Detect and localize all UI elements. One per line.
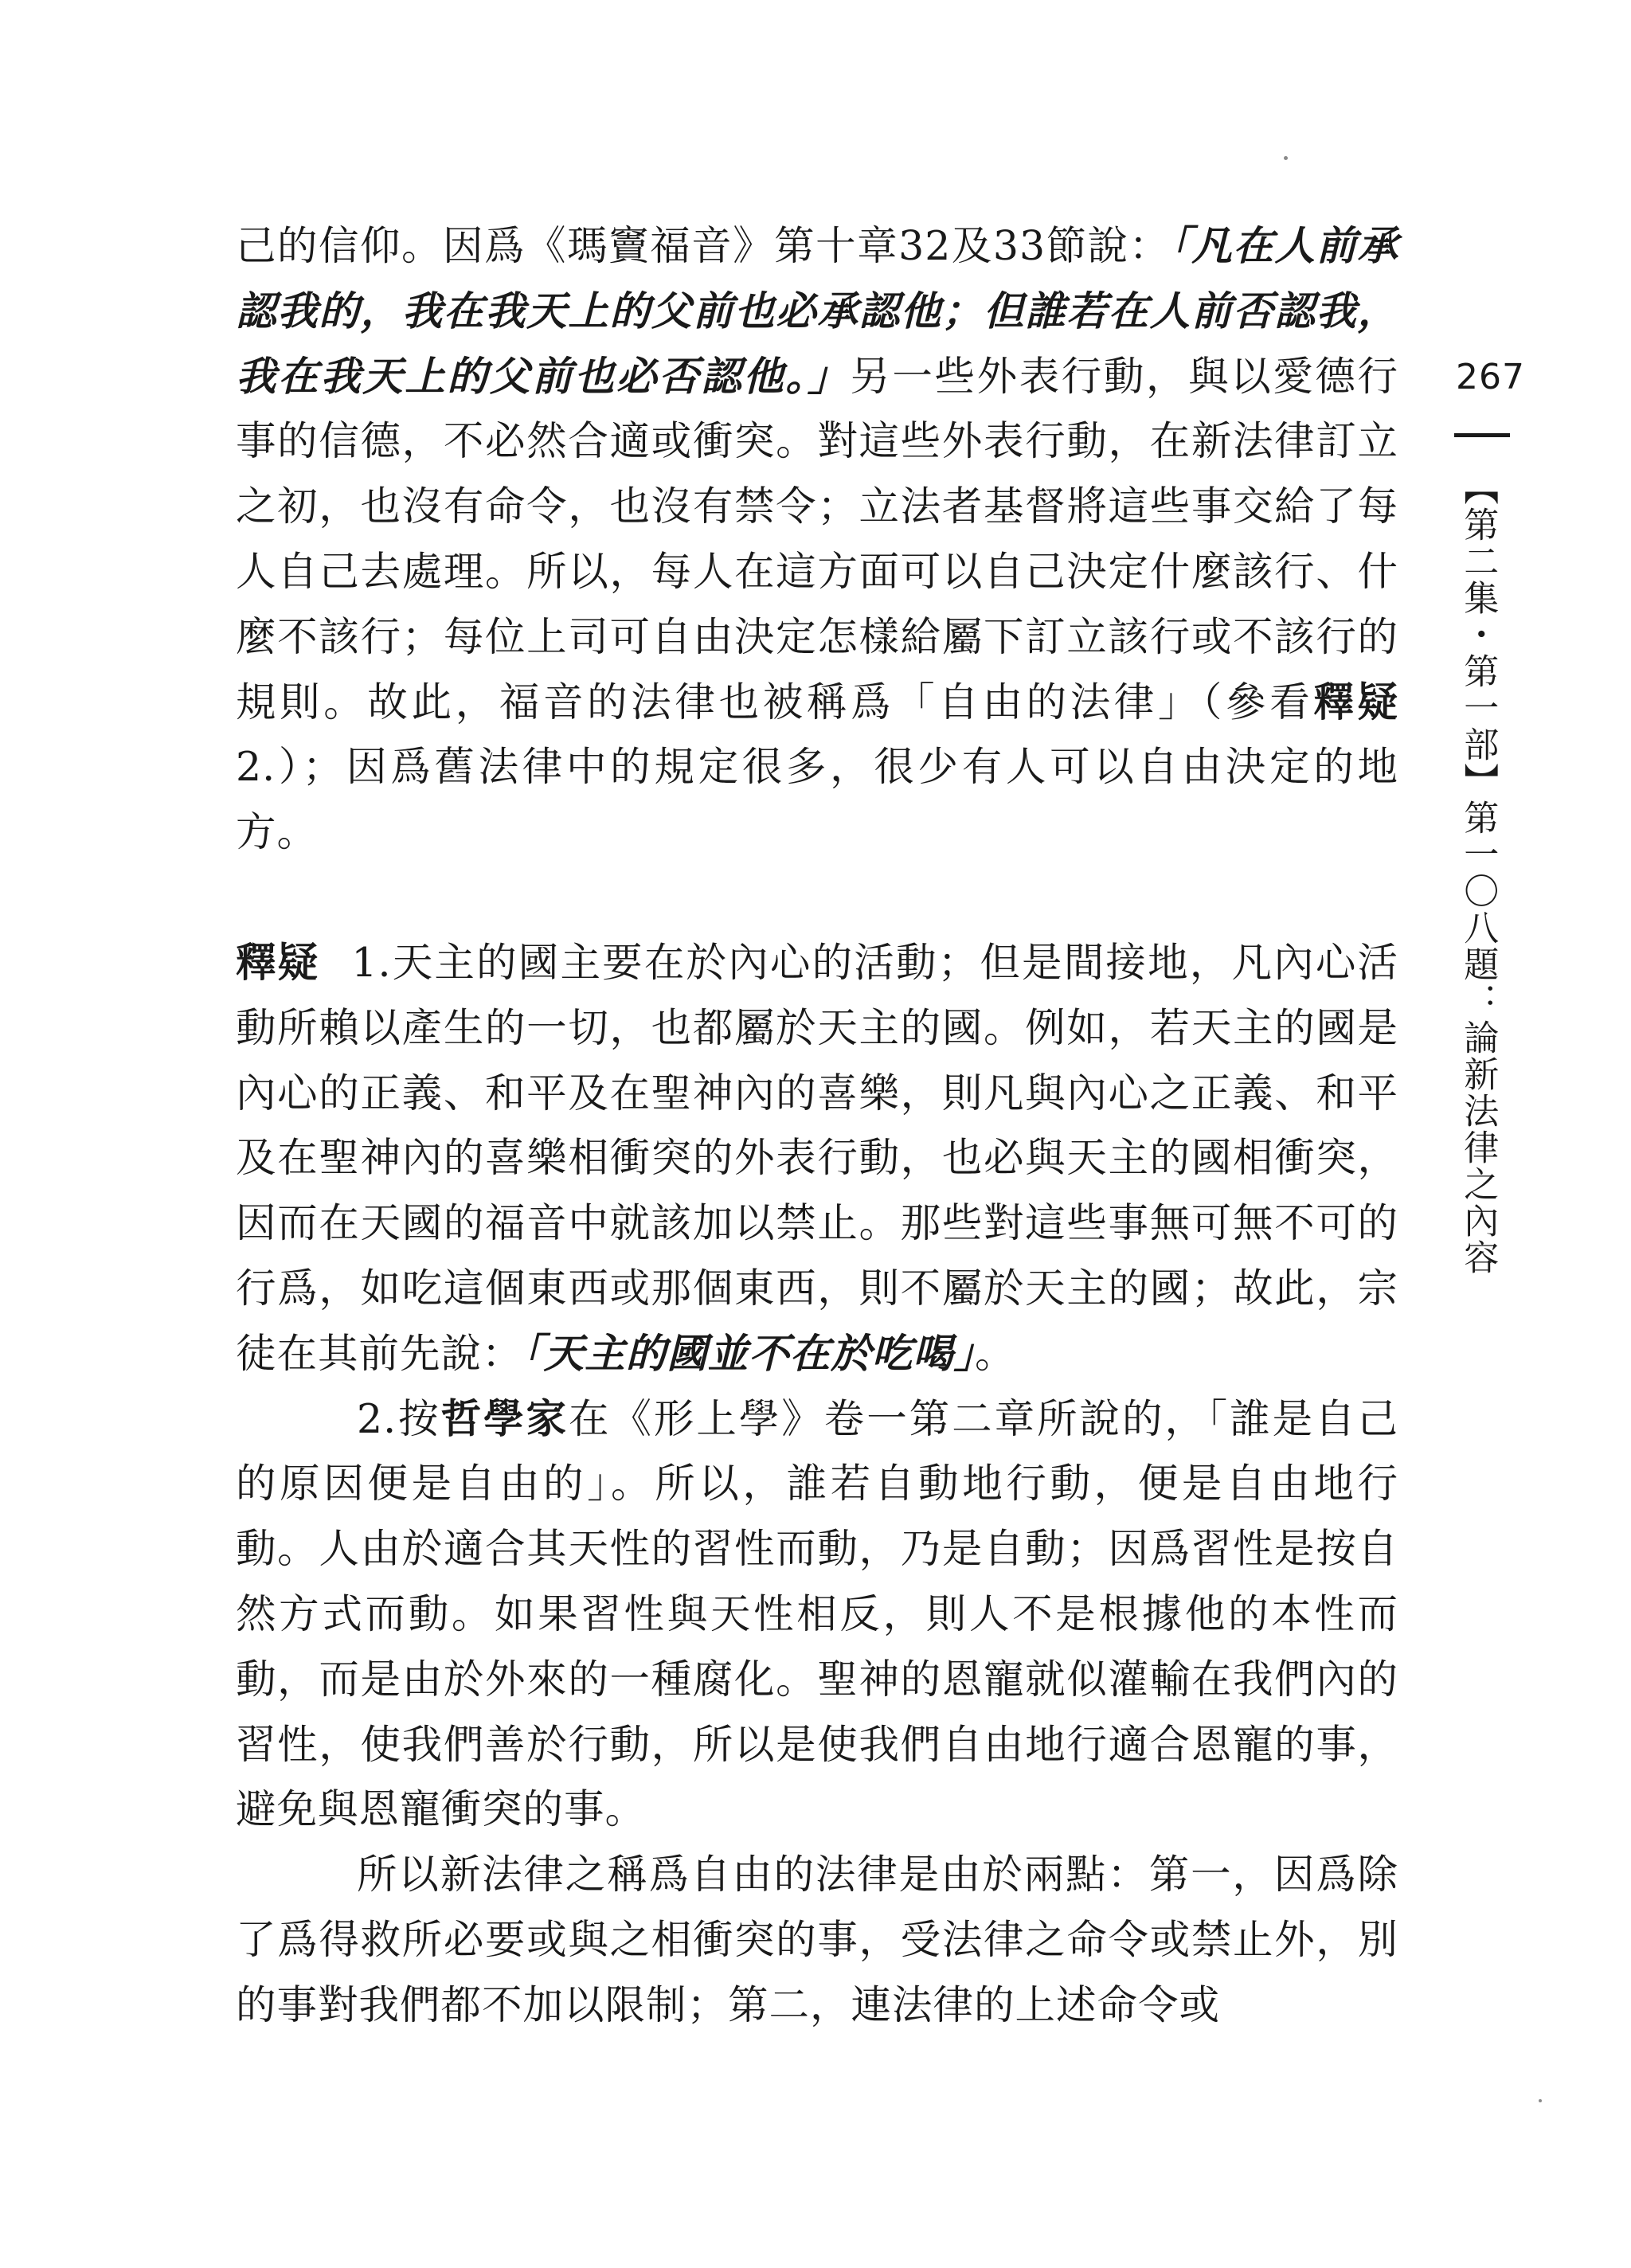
reply-objection-2 xyxy=(236,1386,1398,1843)
header-rule xyxy=(1454,433,1510,437)
speck xyxy=(1539,2099,1542,2102)
scripture-quote: 「凡在人前承認我的，我在我天上的父前也必承認他；但誰若在人前否認我，我在我天上的父前也必否認他。」 xyxy=(236,222,1398,400)
cross-reference: 釋疑 xyxy=(1313,678,1399,725)
page-number: 267 xyxy=(1456,357,1525,397)
paragraph-text: 2.按 xyxy=(357,1394,441,1442)
body-text xyxy=(236,213,1398,2038)
paragraph-text: 在《形上學》卷一第二章所說的，「誰是自己的原因便是自由的」。所以，誰若自動地行動，便是自由地行動。人由於適合其天性的習性而動，乃是自動；因爲習性是按自然方式而動。如果習性與天性相反，則人不是根據他的本性而動，而是由於外來的一種腐化。聖神的恩寵就似灌輸在我們內的習性，使我們善於行動，所以是使我們自由地行適合恩寵的事，避免與恩寵衝突的事。 xyxy=(236,1394,1399,1833)
scripture-quote: 「天主的國並不在於吃喝」 xyxy=(522,1329,975,1377)
paragraph-text: 另一些外表行動，與以愛德行事的信德，不必然合適或衝突。對這些外表行動，在新法律訂立之初，也沒有命令，也沒有禁令；立法者基督將這些事交給了每人自己去處理。所以，每人在這方面可以自己決定什麼該行、什麼不該行；每位上司可自由決定怎樣給屬下訂立該行或不該行的規則。故此，福音的法律也被稱爲「自由的法律」（參看 xyxy=(236,352,1399,725)
paragraph-text: 己的信仰。因爲《瑪竇福音》第十章32及33節說： xyxy=(236,222,1171,269)
paragraph-text: 1.天主的國主要在於內心的活動；但是間接地，凡內心活動所賴以產生的一切，也都屬於天主的國。例如，若天主的國是內心的正義、和平及在聖神內的喜樂，則凡與內心之正義、和平及在聖神內的喜樂相衝突的外表行動，也必與天主的國相衝突，因而在天國的福音中就該加以禁止。那些對這些事無可無不可的行爲，如吃這個東西或那個東西，則不屬於天主的國；故此，宗徒在其前先說： xyxy=(236,938,1398,1377)
reply-objection-1 xyxy=(236,930,1398,1386)
reply-label: 釋疑 xyxy=(236,938,320,986)
paragraph-text: 所以新法律之稱爲自由的法律是由於兩點：第一，因爲除了爲得救所必要或與之相衝突的事，受法律之命令或禁止外，別的事對我們都不加以限制；第二，連法律的上述命令或 xyxy=(236,1851,1398,2028)
paragraph-text: 2.）；因爲舊法律中的規定很多，很少有人可以自由決定的地方。 xyxy=(236,743,1398,856)
paragraph-text: 。 xyxy=(975,1329,1016,1377)
paragraph-continuation xyxy=(236,213,1398,865)
conclusion-paragraph xyxy=(236,1842,1398,2037)
running-head: 【第二集・第一部】第一〇八題：論新法律之內容 xyxy=(1457,470,1499,1276)
philosopher-name: 哲學家 xyxy=(440,1394,569,1442)
speck xyxy=(1284,156,1288,160)
